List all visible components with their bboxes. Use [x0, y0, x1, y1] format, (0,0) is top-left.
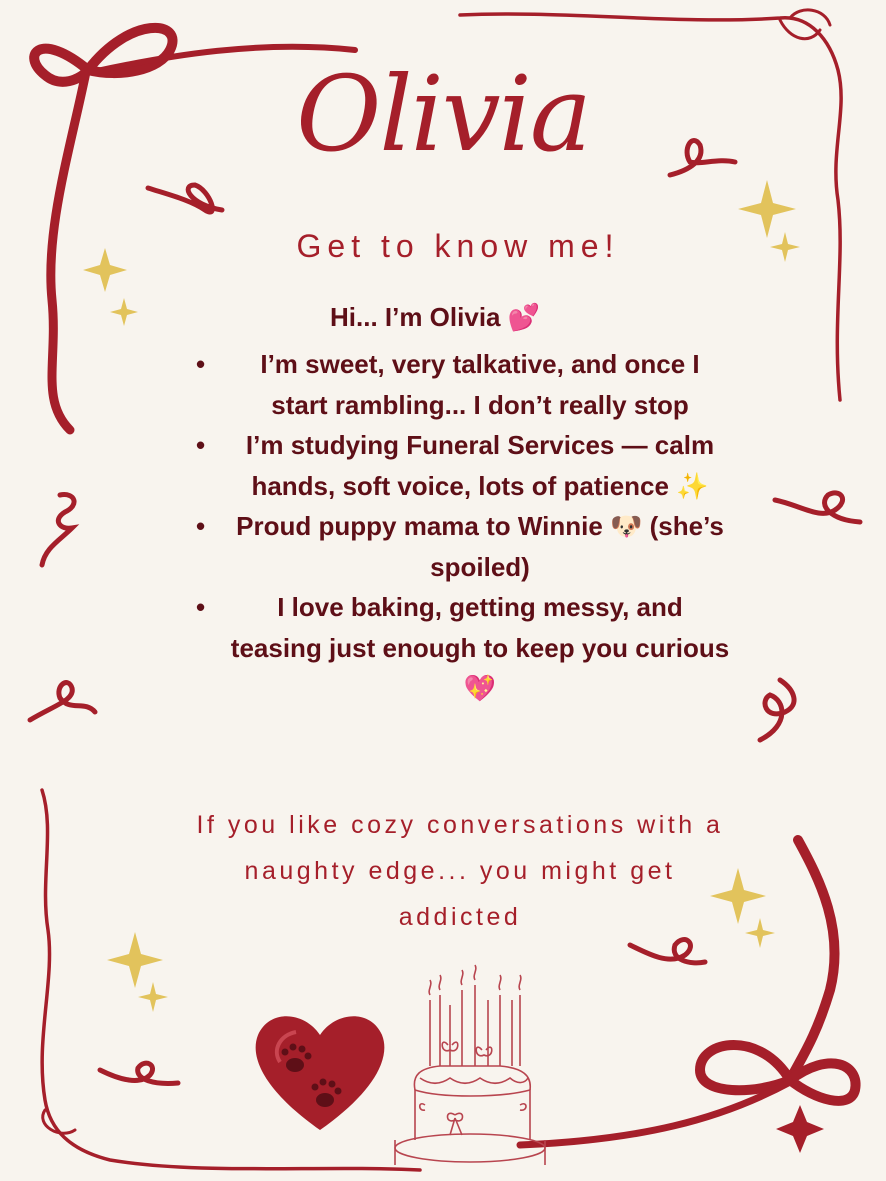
list-item: • I’m sweet, very talkative, and once I start rambling... I don’t really stop — [190, 344, 730, 425]
list-item: • Proud puppy mama to Winnie 🐶 (she’s spoiled) — [190, 506, 730, 587]
closing-message: If you like cozy conversations with a naughty edge... you might get addicted — [196, 811, 724, 931]
birthday-cake — [395, 965, 545, 1165]
about-list — [190, 344, 730, 709]
list-item: • I’m studying Funeral Services — calm hands, soft voice, lots of patience ✨ — [190, 425, 730, 506]
profile-name-title: Olivia — [296, 53, 590, 175]
intro-line: Hi... I’m Olivia 💕 — [330, 302, 541, 332]
list-item: • I love baking, getting messy, and teasing just enough to keep you curious 💖 — [190, 587, 730, 709]
paw-heart — [256, 1016, 385, 1130]
subtitle-heading: Get to know me! — [296, 228, 620, 264]
